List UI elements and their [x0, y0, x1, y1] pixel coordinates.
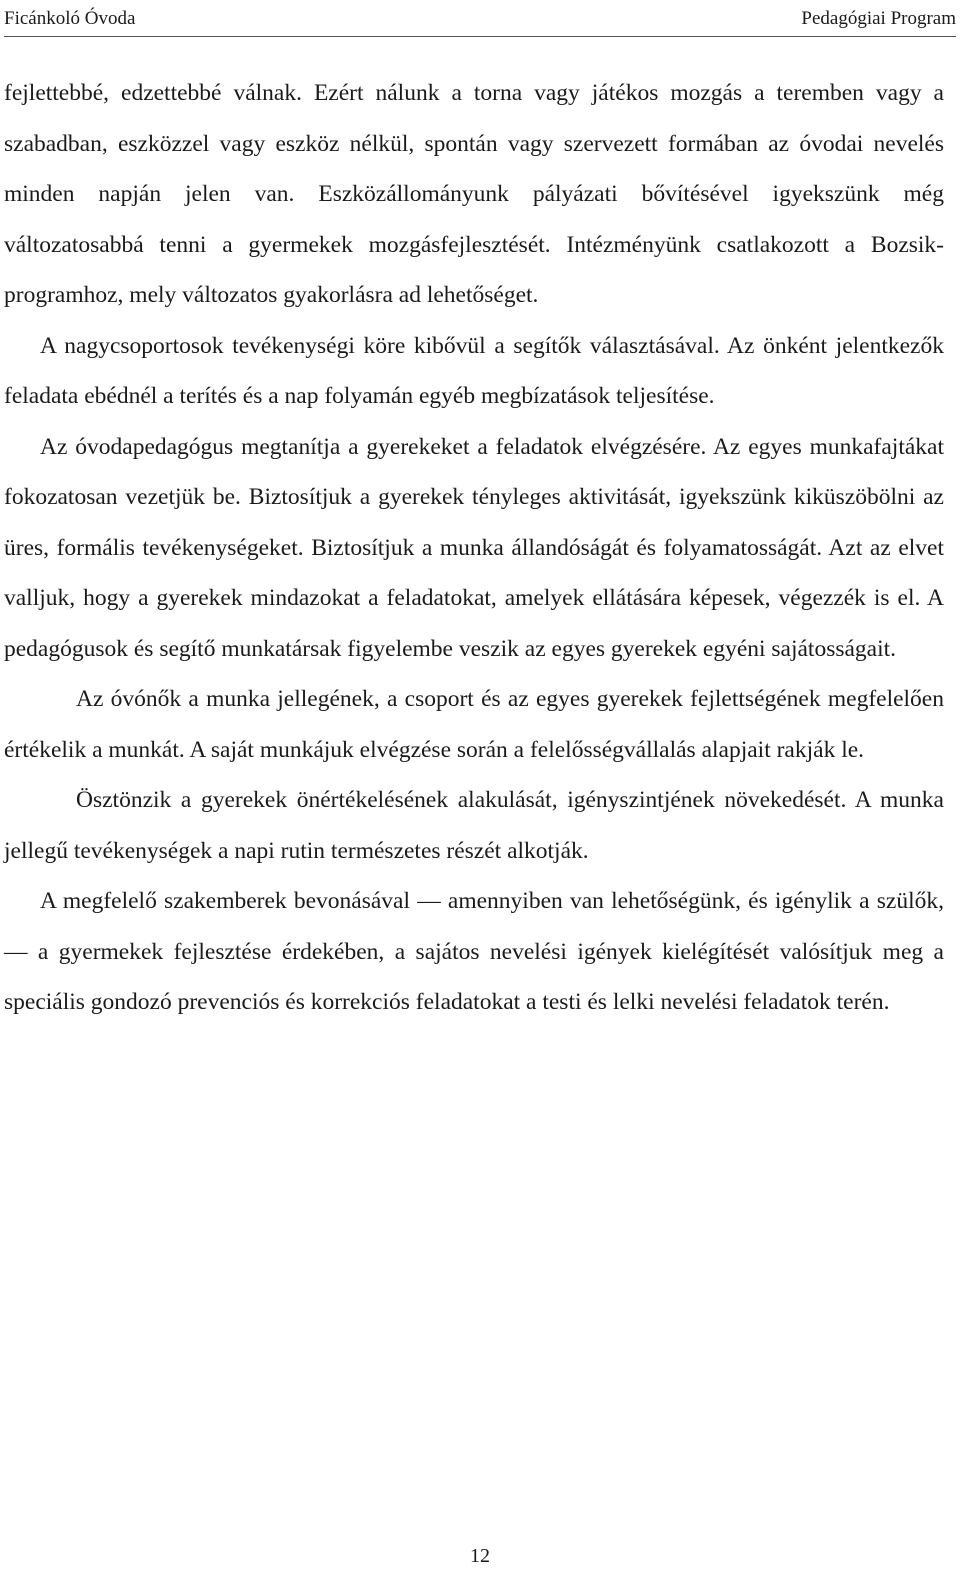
page-header [4, 0, 956, 37]
paragraph-work-tasks: Az óvodapedagógus megtanítja a gyerekeket a feladatok elvégzésére. Az egyes munkafajtákat fokozatosan vezetjük be. Biztosítjuk a gyerekek tényleges aktivitását, igyekszünk kiküszöbölni az üres, formális tevékenységeket. Biztosítjuk a munka állandóságát és folyamatosságát. Azt az elvet valljuk, hogy a gyerekek mindazokat a feladatokat, amelyek ellátására képesek, végezzék is el. A pedagógusok és segítő munkatársak figyelembe veszik az egyes gyerekek egyéni sajátosságait. [4, 433, 944, 662]
header-document-title: Pedagógiai Program [801, 7, 956, 29]
paragraph-special-needs: A megfelelő szakemberek bevonásával — amennyiben van lehetőségünk, és igénylik a szülők, — a gyermekek fejlesztése érdekében, a sajátos nevelési igények kielégítését valósítjuk meg a speciális gondozó prevenciós és korrekciós feladatokat a testi és lelki nevelési feladatok terén. [4, 888, 944, 1015]
paragraph-self-assessment: Ösztönzik a gyerekek önértékelésének alakulását, igényszintjének növekedését. A munka jellegű tevékenységek a napi rutin természetes részét alkotják. [4, 787, 944, 864]
page-body [4, 68, 944, 1028]
paragraph-movement: fejlettebbé, edzettebbé válnak. Ezért nálunk a torna vagy játékos mozgás a teremben vagy a szabadban, eszközzel vagy eszköz nélkül, spontán vagy szervezett formában az óvodai nevelés minden napján jelen van. Eszközállományunk pályázati bővítésével igyekszünk még változatosabbá tenni a gyermekek mozgásfejlesztését. Intézményünk csatlakozott a Bozsik-programhoz, mely változatos gyakorlásra ad lehetőséget. [4, 80, 944, 308]
paragraph-helpers: A nagycsoportosok tevékenységi köre kibővül a segítők választásával. Az önként jelentkezők feladata ebédnél a terítés és a nap folyamán egyéb megbízatások teljesítése. [4, 332, 944, 409]
page-number: 12 [470, 1545, 490, 1567]
paragraph-evaluation: Az óvónők a munka jellegének, a csoport és az egyes gyerekek fejlettségének megfelelően értékelik a munkát. A saját munkájuk elvégzése során a felelősségvállalás alapjait rakják le. [4, 686, 944, 763]
header-school-name: Ficánkoló Óvoda [4, 7, 136, 29]
